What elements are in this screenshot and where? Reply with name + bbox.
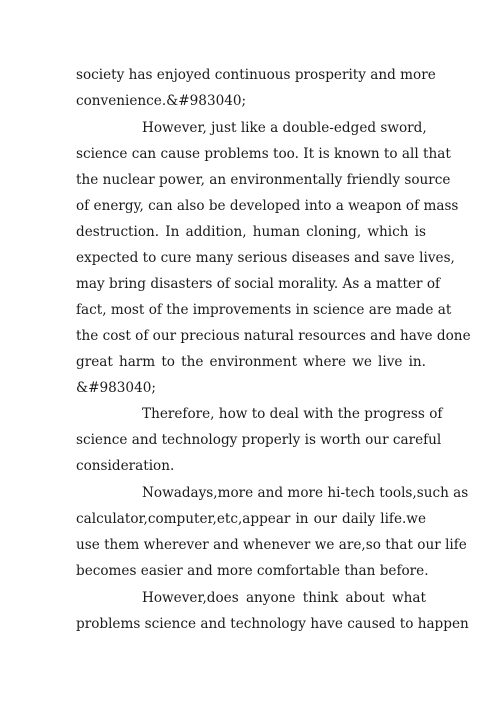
text-line: use them wherever and whenever we are,so that our life xyxy=(76,537,467,553)
text-line: convenience.&#983040; xyxy=(76,93,247,109)
text-line: may bring disasters of social morality. As a matter of xyxy=(76,276,441,292)
text-line: consideration. xyxy=(76,458,175,474)
text-line: science can cause problems too. It is known to all that xyxy=(76,146,451,162)
text-line: problems science and technology have caused to happen xyxy=(76,616,469,632)
text-line: of energy, can also be developed into a weapon of mass xyxy=(76,198,459,214)
text-line: science and technology properly is worth our careful xyxy=(76,432,442,448)
text-line: &#983040; xyxy=(76,380,156,396)
text-line: becomes easier and more comfortable than before. xyxy=(76,563,429,579)
paragraph-start-line: Nowadays,more and more hi-tech tools,such as xyxy=(142,485,469,501)
text-line: destruction. In addition, human cloning, which is xyxy=(76,224,426,240)
text-line: the cost of our precious natural resources and have done xyxy=(76,328,471,344)
paragraph-start-line: Therefore, how to deal with the progress of xyxy=(142,406,443,422)
text-line: the nuclear power, an environmentally friendly source xyxy=(76,172,451,188)
paragraph-start-line: However, just like a double-edged sword, xyxy=(142,120,427,136)
text-line: fact, most of the improvements in science are made at xyxy=(76,302,452,318)
paragraph-start-line: However,does anyone think about what xyxy=(142,590,426,606)
text-line: great harm to the environment where we live in. xyxy=(76,354,426,370)
text-line: calculator,computer,etc,appear in our daily life.we xyxy=(76,511,426,527)
text-line: expected to cure many serious diseases and save lives, xyxy=(76,250,455,266)
text-line: society has enjoyed continuous prosperity and more xyxy=(76,67,436,83)
